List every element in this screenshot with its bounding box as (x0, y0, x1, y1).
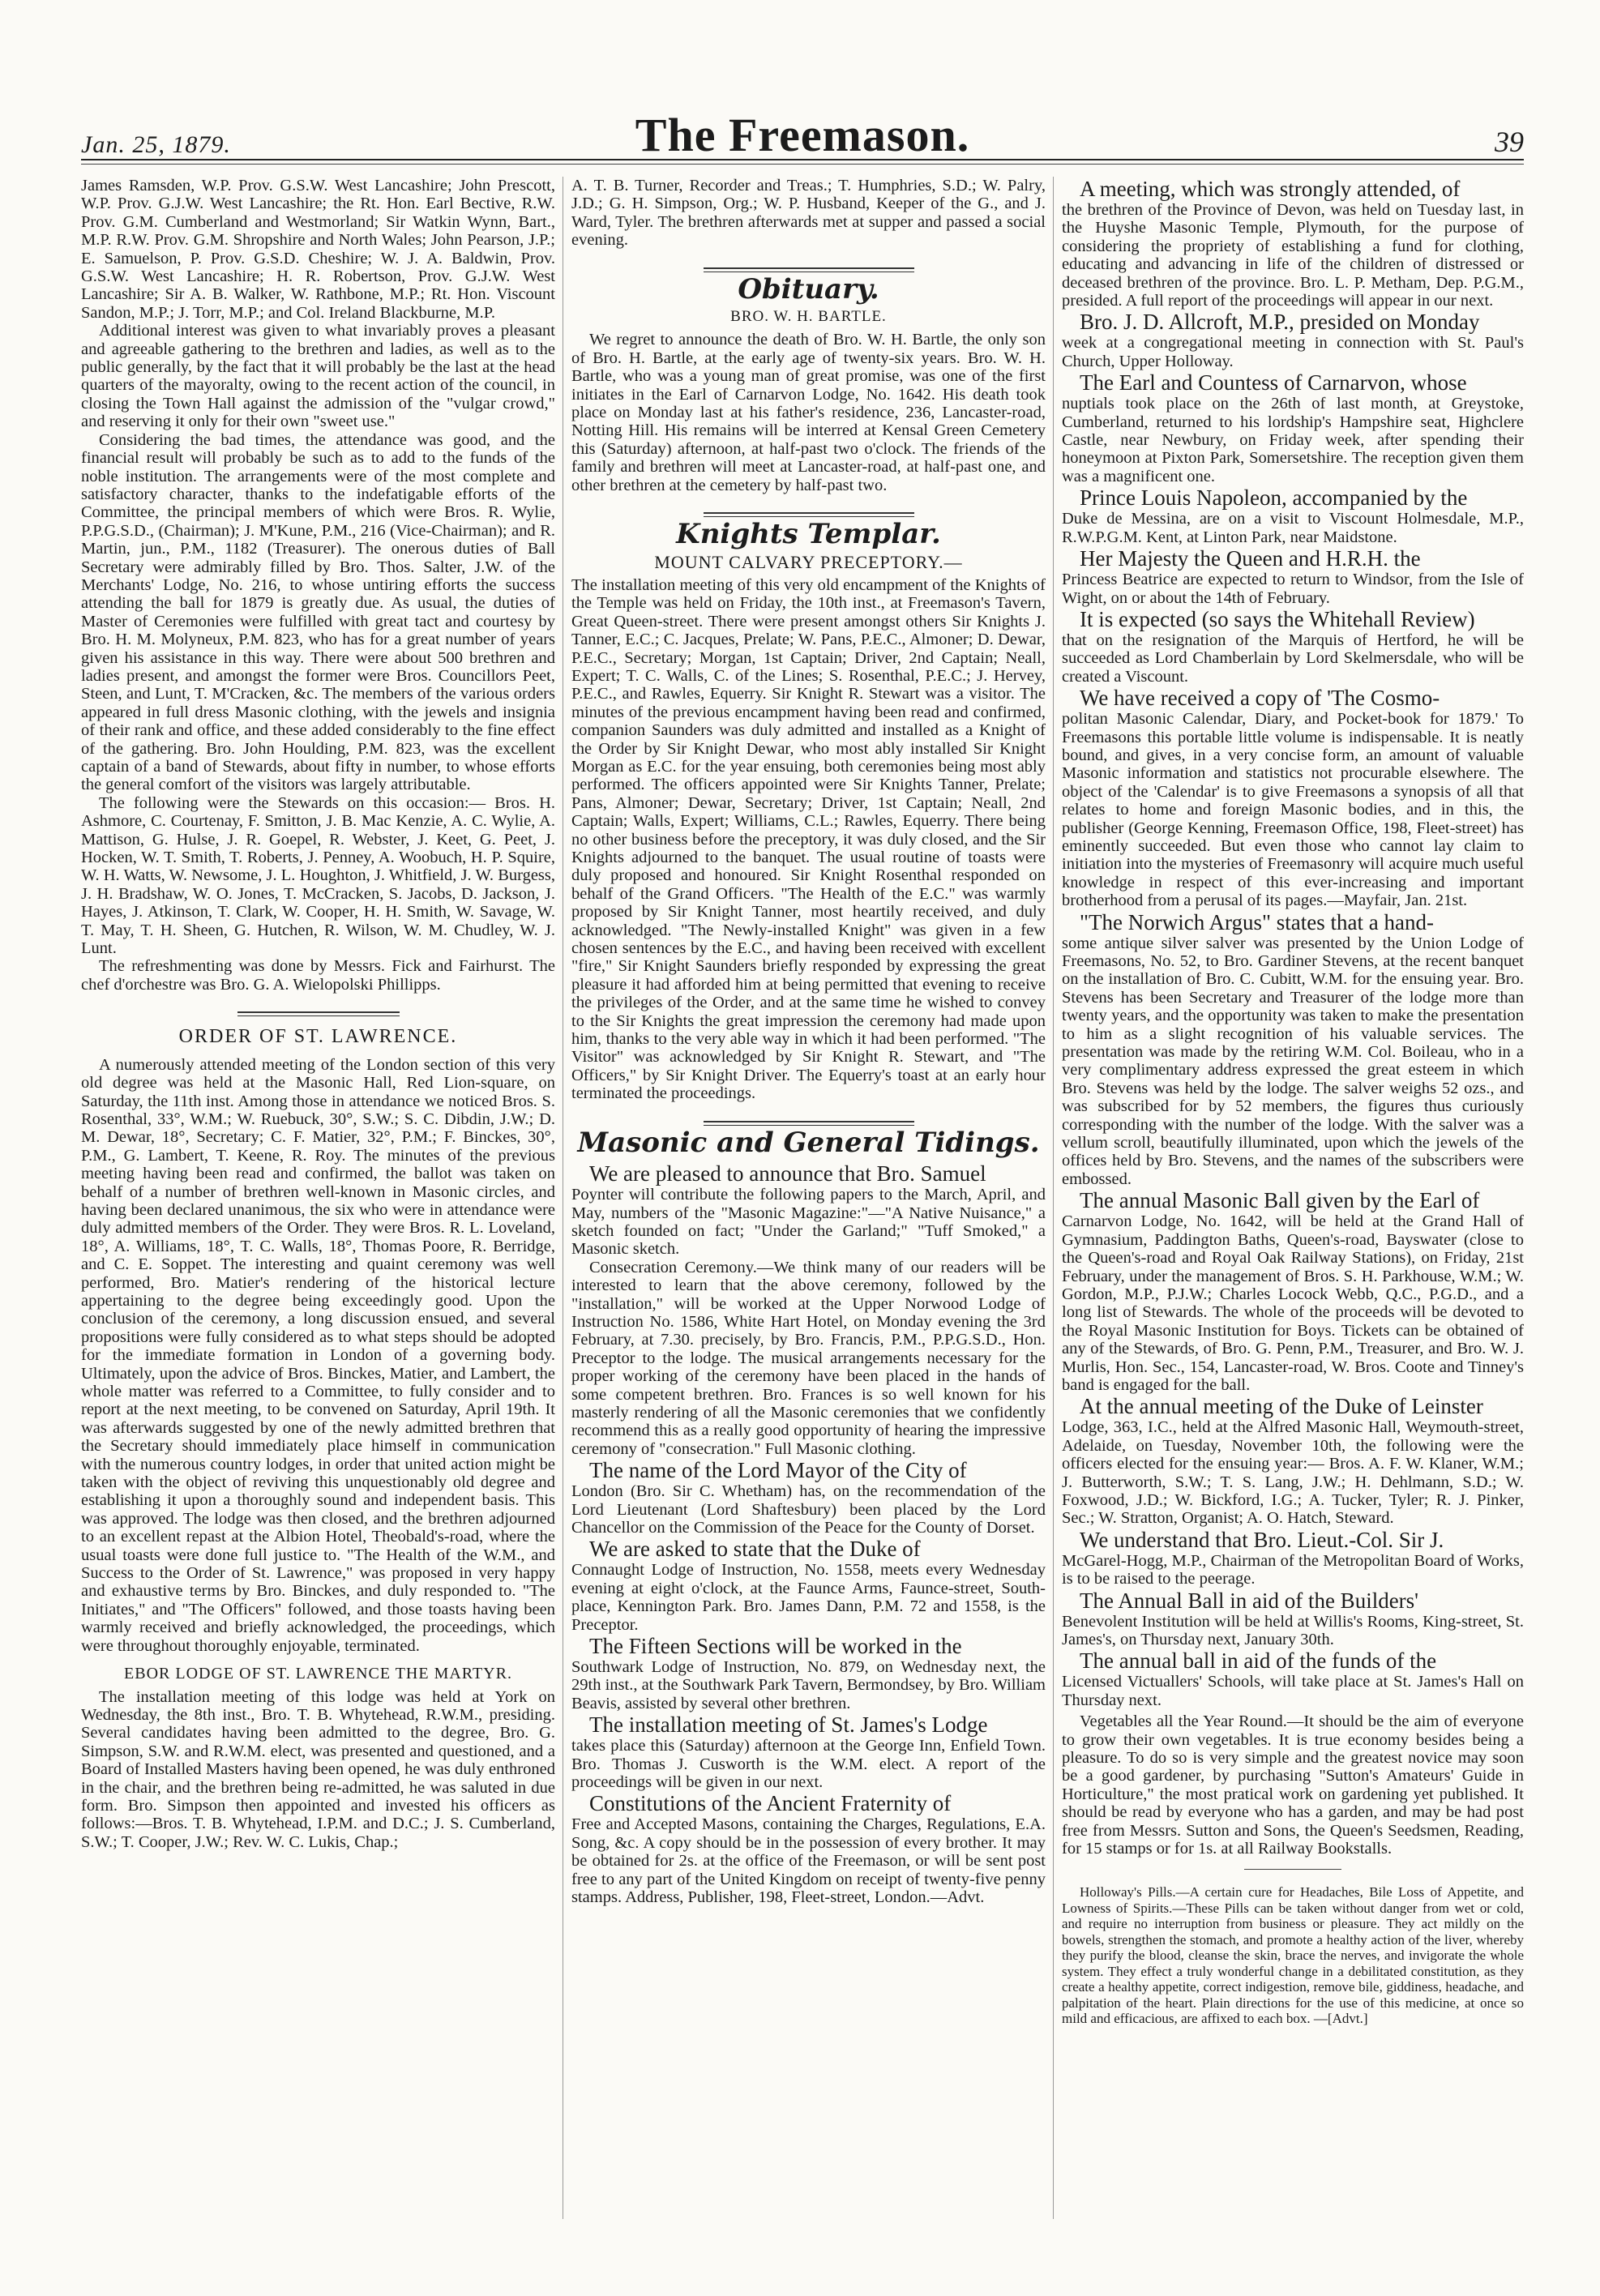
lead-line: The name of the Lord Mayor of the City of (589, 1458, 967, 1483)
paragraph: Considering the bad times, the attendance was good, and the financial result will probably be such as to add to the funds of the noble institution. The arrangements were of the most complete and satisfactory character, thanks to the indefatigable efforts of the Committee, the principal members of which were Bros. R. Wylie, P.P.G.S.D., (Chairman); J. M'Kune, P.M., 216 (Vice-Chairman); and R. Martin, jun., P.M., 1182 (Treasurer). The onerous duties of Ball Secretary were admirably filled by Bro. Thos. Salter, J.W. of the Merchants' Lodge, No. 216, to whose untiring efforts the success attending the ball for 1879 is greatly due. As usual, the duties of Master of Ceremonies were fulfilled with great tact and courtesy by Bro. H. M. Molyneux, P.M. 823, who has for a great number of years given his assistance in this way. There were about 500 brethren and ladies present, and amongst the former were Bros. Councillors Peet, Steen, and Lunt, T. M'Cracken, &c. The members of the various orders appeared in full dress Masonic clothing, with the jewels and insignia of their rank and office, and these added considerably to the fine effect of the gathering. Bro. John Houlding, P.M. 823, was the excellent captain of a band of Stewards, about fifty in number, to whose efforts the general comfort of the visitors was largely attributable. (81, 430, 555, 794)
paragraph: Princess Beatrice are expected to return to Windsor, from the Isle of Wight, on or about the 14th of February. (1062, 571, 1524, 607)
column-1 (81, 177, 555, 1851)
paragraph: politan Masonic Calendar, Diary, and Pocket-book for 1879.' To Freemasons this portable little volume is indispensable. It is neatly bound, and gives, in a very concise form, an amount of valuable Masonic information and statistics not procurable elsewhere. The object of the 'Calendar' is to give Freemasons a synopsis of all that relates to home and foreign Masonic bodies, and in this, the publisher (George Kenning, Freemason Office, 198, Fleet-street) has eminently succeeded. But even those who cannot lay claim to initiation into the mysteries of Freemasonry will acquire much useful knowledge in respect of this ever-increasing and important brotherhood from a perusal of its pages.—Mayfair, Jan. 21st. (1062, 710, 1524, 910)
section-heading-order-st-lawrence: ORDER OF ST. LAWRENCE. (178, 1026, 458, 1048)
section-heading-obituary: Obituary. (738, 272, 879, 306)
paragraph: James Ramsden, W.P. Prov. G.S.W. West Lancashire; John Prescott, W.P. Prov. G.J.W. West Lancashire; the Rt. Hon. Earl Bective, R.W. Prov. G.M. Cumberland and Westmorland; Sir Watkin Wynn, Bart., M.P. R.W. Prov. G.M. Shropshire and North Wales; John Pearson, J.P.; E. Samuelson, P. Prov. G.S.D. Cheshire; W. J. A. Baldwin, Prov. G.S.W. West Lancashire; H. R. Robertson, Prov. G.J.W. West Lancashire; Sir A. B. Walker, W. Rathbone, M.P.; Rt. Hon. Viscount Sandon, M.P.; J. Torr, M.P.; and Col. Ireland Blackburne, M.P. (81, 177, 555, 322)
lead-line: The annual ball in aid of the funds of the (1080, 1648, 1437, 1674)
lead-line: The installation meeting of St. James's Lodge (589, 1712, 988, 1738)
paragraph: Poynter will contribute the following papers to the March, April, and May, numbers of the "Masonic Magazine:"—"A Native Nuisance," a sketch founded on fact; "Under the Garland;" "Tuff Smoked," a Masonic sketch. (571, 1186, 1046, 1259)
advertisement: Holloway's Pills.—A certain cure for Headaches, Bile Loss of Appetite, and Lowness of Spirits.—These Pills can be taken without danger from wet or cold, and require no interruption from business or pleasure. They act mildly on the bowels, strengthen the stomach, and promote a healthy action of the liver, whereby they purify the blood, cleanse the skin, brace the nerves, and invigorate the whole system. They effect a truly wonderful change in a debilitated constitution, as they create a healthy appetite, correct indigestion, remove bile, giddiness, headache, and palpitation of the heart. Plain directions for the use of this medicine, at once so mild and efficacious, are affixed to each box. —[Advt.] (1062, 1884, 1524, 2027)
paragraph: some antique silver salver was presented by the Union Lodge of Freemasons, No. 52, to Bro. Gardiner Stevens, at the recent banquet on the installation of Bro. C. Cubitt, W.M. for the ensuing year. Bro. Stevens has been Secretary and Treasurer of the lodge more than twenty years, and the opportunity was taken to make the presentation to him as a slight recognition of his valuable services. The presentation was made by the retiring W.M. Col. Boileau, who in a very complimentary address expressed the great esteem in which Bro. Stevens was held by the lodge. The salver weighs 52 ozs., and was subscribed for by 52 members, the figures thus curiously corresponding with the number of the lodge. With the salver was a vellum scroll, beautifully illuminated, upon which the jewels of the offices held by Bro. Stevens, and the names of the subscribers were embossed. (1062, 934, 1524, 1188)
paragraph: week at a congregational meeting in connection with St. Paul's Church, Upper Holloway. (1062, 334, 1524, 370)
lead-line: We are asked to state that the Duke of (589, 1537, 921, 1562)
issue-date: Jan. 25, 1879. (81, 131, 231, 158)
paragraph: The refreshmenting was done by Messrs. Fick and Fairhurst. The chef d'orchestre was Bro. G. A. Wielopolski Phillipps. (81, 957, 555, 994)
lead-line: The annual Masonic Ball given by the Earl of (1080, 1188, 1480, 1213)
paragraph: Free and Accepted Masons, containing the Charges, Regulations, E.A. Song, &c. A copy should be in the possession of every brother. It may be obtained for 2s. at the office of the Freemason, or will be sent post free to any part of the United Kingdom on receipt of twenty-five penny stamps. Address, Publisher, 198, Fleet-street, London.—Advt. (571, 1815, 1046, 1907)
paragraph: We regret to announce the death of Bro. W. H. Bartle, the only son of Bro. H. Bartle, at the early age of twenty-six years. Bro. W. H. Bartle, who was a young man of great promise, was one of the first initiates in the Earl of Carnarvon Lodge, No. 1642. His death took place on Monday last at his father's residence, 236, Lancaster-road, Notting Hill. His remains will be interred at Kensal Green Cemetery this (Saturday) afternoon, at half-past two o'clock. The friends of the family and brethren will meet at Lancaster-road, at half-past one, and other brethren at the cemetery by half-past two. (571, 331, 1046, 494)
section-rule (704, 267, 914, 272)
paragraph: Vegetables all the Year Round.—It should be the aim of everyone to grow their own vegetables. It is true economy besides being a pleasure. To do so is very simple and the greatest novice may soon be a good gardener, by purchasing "Sutton's Amateurs' Guide in Horticulture," the most pratical work on gardening yet published. It should be read by everyone who has a garden, and may be had post free from Messrs. Sutton and Sons, the Queen's Seedsmen, Reading, for 15 stamps or for 1s. at all Railway Bookstalls. (1062, 1712, 1524, 1858)
lead-line: We understand that Bro. Lieut.-Col. Sir J. (1080, 1527, 1444, 1552)
newspaper-title: The Freemason. (635, 109, 970, 161)
masthead (81, 105, 1524, 162)
advert-rule (1244, 1869, 1341, 1870)
lead-line: Bro. J. D. Allcroft, M.P., presided on Monday (1080, 310, 1480, 335)
subheading-mount-calvary: MOUNT CALVARY PRECEPTORY.— (654, 551, 963, 572)
paragraph: Carnarvon Lodge, No. 1642, will be held at the Grand Hall of Gymnasium, Paddington Baths, Queen's-road, Bayswater (close to the Queen's-road and Royal Oak Railway Stations), on Friday, 21st February, under the management of Bros. S. H. Parkhouse, W.M.; W. Gordon, M.P., P.J.W.; Charles Locock Webb, Q.C., P.G.D., and a long list of Stewards. The whole of the proceeds will be devoted to the Royal Masonic Institution for Boys. Tickets can be obtained of any of the Stewards, of Bro. G. Penn, P.M., Treasurer, and Bro. W. J. Murlis, Hon. Sec., 154, Lancaster-road, W. Bros. Coote and Tinney's band is engaged for the ball. (1062, 1212, 1524, 1394)
lead-line: "The Norwich Argus" states that a hand- (1080, 909, 1434, 934)
section-heading-knights-templar: Knights Templar. (676, 518, 941, 551)
paragraph: Connaught Lodge of Instruction, No. 1558, meets every Wednesday evening at eight o'clock, at the Faunce Arms, Faunce-street, South-place, Kennington Park. Bro. James Dann, P.M. 72 and 1558, is the Preceptor. (571, 1561, 1046, 1634)
page-number: 39 (1495, 126, 1524, 158)
lead-line: It is expected (so says the Whitehall Review) (1080, 606, 1475, 631)
section-heading-ebor-lodge: EBOR LODGE OF ST. LAWRENCE THE MARTYR. (124, 1665, 512, 1683)
column-3 (1062, 177, 1524, 2027)
paragraph: Benevolent Institution will be held at Willis's Rooms, King-street, St. James's, on Thursday next, January 30th. (1062, 1612, 1524, 1648)
paragraph: nuptials took place on the 26th of last month, at Greystoke, Cumberland, returned to his lordship's Hampshire seat, Highclere Castle, near Newbury, on Friday week, after spending their honeymoon at Pixton Park, Somersetshire. The reception given them was a magnificent one. (1062, 395, 1524, 485)
paragraph: Licensed Victuallers' Schools, will take place at St. James's Hall on Thursday next. (1062, 1673, 1524, 1709)
section-rule (704, 1121, 914, 1126)
section-rule (237, 1011, 400, 1016)
lead-line: At the annual meeting of the Duke of Leinster (1080, 1394, 1483, 1419)
obituary-name: BRO. W. H. BARTLE. (730, 308, 887, 326)
lead-line: Prince Louis Napoleon, accompanied by the (1080, 485, 1468, 511)
paragraph: that on the resignation of the Marquis of Hertford, he will be succeeded as Lord Chamberlain by Lord Skelmersdale, who will be created a Viscount. (1062, 631, 1524, 686)
masthead-rule-thin (81, 164, 1524, 165)
lead-line: Constitutions of the Ancient Fraternity of (589, 1791, 952, 1816)
lead-line: The Annual Ball in aid of the Builders' (1080, 1588, 1419, 1613)
paragraph: Consecration Ceremony.—We think many of our readers will be interested to learn that the above ceremony, followed by the "installation," will be worked at the Upper Norwood Lodge of Instruction No. 1586, White Hart Hotel, on Monday evening the 3rd February, at 7.30. precisely, by Bro. Francis, P.M., P.P.G.S.D., Hon. Preceptor to the lodge. The musical arrangements necessary for the proper working of the ceremony have been placed in the hands of some competent brethren. Bro. Frances is so well known for his masterly rendering of all the Masonic ceremonies that we confidently recommend this as a really good opportunity of hearing the impressive ceremony of "consecration." Full Masonic clothing. (571, 1258, 1046, 1458)
paragraph: Lodge, 363, I.C., held at the Alfred Masonic Hall, Weymouth-street, Adelaide, on Tuesday, November 10th, the following were the officers elected for the ensuing year:— Bros. A. F. W. Klaner, W.M.; J. Butterworth, S.W.; T. S. Lang, J.W.; H. Dehlmann, S.D.; W. Foxwood, J.D.; W. Bickford, I.G.; A. Tucker, Tyler; R. J. Pinker, Sec.; W. Stratton, Organist; A. O. Hatch, Steward. (1062, 1418, 1524, 1528)
paragraph: The following were the Stewards on this occasion:— Bros. H. Ashmore, C. Courtenay, F. Smitton, J. B. Mac Kenzie, A. C. Wylie, A. Mattison, G. Hulse, J. R. Goepel, R. Webster, J. Keet, G. Peet, J. Hocken, W. T. Smith, T. Roberts, J. Penney, A. Woobuch, H. P. Squire, W. H. Watts, W. Newsome, J. L. Houghton, J. Whitfield, J. W. Burgess, J. H. Bradshaw, W. O. Jones, T. McCracken, S. Jacobs, D. Jackson, J. Hayes, J. Atkinson, T. Clark, W. Cooper, H. H. Smith, W. Savage, W. T. May, T. H. Sheen, G. Hutchen, R. Wilson, W. M. Chudley, W. J. Lunt. (81, 793, 555, 958)
lead-line: A meeting, which was strongly attended, of (1080, 177, 1461, 201)
lead-line: We have received a copy of 'The Cosmo- (1080, 686, 1440, 711)
paragraph: the brethren of the Province of Devon, was held on Tuesday last, in the Huyshe Masonic Temple, Plymouth, for the purpose of considering the propriety of establishing a fund for clothing, educating and advancing in life of the children of distressed or deceased brethren of the province. Bro. L. P. Metham, Dep. P.G.M., presided. A full report of the proceedings will appear in our next. (1062, 201, 1524, 310)
paragraph: Southwark Lodge of Instruction, No. 879, on Wednesday next, the 29th inst., at the Southwark Park Tavern, Bermondsey, by Bro. William Beavis, assisted by several other brethren. (571, 1658, 1046, 1712)
lead-line: The Fifteen Sections will be worked in the (589, 1634, 962, 1659)
paragraph: takes place this (Saturday) afternoon at the George Inn, Enfield Town. Bro. Thomas J. Cusworth is the W.M. elect. A report of the proceedings will be given in our next. (571, 1737, 1046, 1792)
paragraph: A numerously attended meeting of the London section of this very old degree was held at the Masonic Hall, Red Lion-square, on Saturday, the 11th inst. Among those in attendance we noticed Bros. S. Rosenthal, 33°, W.M.; W. Ruebuck, 30°, S.W.; S. C. Dibdin, J.W.; D. M. Dewar, 18°, Secretary; C. F. Matier, 32°, P.M.; F. Binckes, 30°, P.M., G. Lambert, T. Keene, R. Roy. The minutes of the previous meeting having been read and confirmed, the ballot was taken on behalf of a number of brethren well-known in Masonic circles, and having been declared unanimous, the six who were in attendance were duly admitted members of the Order. They were Bros. R. L. Loveland, 18°, A. Williams, 18°, T. C. Walls, 18°, Thomas Poore, R. Berridge, and C. E. Soppet. The interesting and quaint ceremony was well performed, Bro. Matier's rendering of the historical lecture appertaining to the degree being exceedingly good. Upon the conclusion of the ceremony, a long discussion ensued, and several propositions were fully considered as to what steps should be adopted for the immediate formation in London of a governing body. Ultimately, upon the advice of Bros. Binckes, Matier, and Lambert, the whole matter was referred to a Committee, to fully consider and to report at the next meeting, to be convened on Saturday, April 19th. It was afterwards suggested by one of the newly admitted brethren that the Secretary should immediately place himself in communication with the numerous country lodges, in order that united action might be taken with the object of reviving this unquestionably old degree and establishing it upon a thoroughly sound and independent basis. This was approved. The lodge was then closed, and the brethren adjourned to an excellent repast at the Albion Hotel, Theobald's-road, where the usual toasts were done full justice to. "The Health of the W.M., and Success to the Order of St. Lawrence," was proposed in very happy and exhaustive terms by Bro. Binckes, and duly responded to. "The Initiates," and "The Officers" followed, and those toasts having been warmly received and briefly acknowledged, the proceedings, which were throughout thoroughly enjoyable, terminated. (81, 1055, 555, 1655)
paragraph: McGarel-Hogg, M.P., Chairman of the Metropolitan Board of Works, is to be raised to the peerage. (1062, 1551, 1524, 1588)
masthead-rule (81, 159, 1524, 160)
section-rule (704, 512, 914, 517)
section-heading-masonic-tidings: Masonic and General Tidings. (577, 1126, 1040, 1159)
column-divider (1053, 177, 1054, 2219)
lead-line: We are pleased to announce that Bro. Samuel (589, 1161, 986, 1186)
column-2 (571, 177, 1046, 1907)
lead-line: Her Majesty the Queen and H.R.H. the (1080, 546, 1421, 571)
paragraph: The installation meeting of this very old encampment of the Knights of the Temple was held on Friday, the 10th inst., at Freemason's Tavern, Great Queen-street. There were present amongst others Sir Knights J. Tanner, E.C.; C. Jacques, Prelate; W. Pans, P.E.C., Almoner; D. Dewar, P.E.C., Secretary; Morgan, 1st Captain; Driver, 2nd Captain; Neall, Expert; T. C. Walls, C. of the Lines; S. Rosenthal, P.E.C.; J. Hervey, P.E.C., and Rawles, Equerry. Sir Knight R. Stewart was a visitor. The minutes of the previous encampment having been read and confirmed, companion Saunders was duly admitted and installed as a Knight of the Order by Sir Knight Dewar, who most ably installed Sir Knight Morgan as E.C. for the year ensuing, both ceremonies being most ably performed. The officers appointed were Sir Knights Tanner, Prelate; Pans, Almoner; Dewar, Secretary; Driver, 1st Captain; Neall, 2nd Captain; Walls, Expert; Williams, C.L.; Rawles, Equerry. There being no other business before the preceptory, it was duly closed, and the Sir Knights adjourned to the banquet. The usual routine of toasts were duly proposed and honoured. Sir Knight Rosenthal responded on behalf of the Grand Officers. "The Health of the E.C." was warmly proposed by Sir Knight Tanner, most heartily received, and duly acknowledged. "The Newly-installed Knight" was given in a few chosen sentences by the E.C., and having been received with excellent "fire," Sir Knight Saunders briefly responded by expressing the great pleasure it had afforded him at being permitted that evening to receive the privileges of the Order, and at the same time he wished to convey to the Sir Knights the great impression the ceremony had made upon him, thanks to the very able way in which it had been performed. "The Visitor" was acknowledged by Sir Knight R. Stewart, and "The Officers," by Sir Knight Driver. The Equerry's toast at an early hour terminated the proceedings. (571, 575, 1046, 1103)
paragraph: Duke de Messina, are on a visit to Viscount Holmesdale, M.P., R.W.P.G.M. Kent, at Linton Park, near Maidstone. (1062, 510, 1524, 546)
lead-line: The Earl and Countess of Carnarvon, whose (1080, 370, 1467, 395)
paragraph: The installation meeting of this lodge was held at York on Wednesday, the 8th inst., Bro. T. B. Whytehead, R.W.M., presiding. Several candidates having been admitted to the degree, Bro. G. Simpson, S.W. and R.W.M. elect, was presented and questioned, and a Board of Installed Masters having been opened, he was duly enthroned in the chair, and the brethren being re-admitted, he was saluted in due form. Bro. Simpson then appointed and invested his officers as follows:—Bros. T. B. Whytehead, I.P.M. and D.C.; J. S. Cumberland, S.W.; T. Cooper, J.W.; Rev. W. C. Lukis, Chap.; (81, 1687, 555, 1851)
paragraph: A. T. B. Turner, Recorder and Treas.; T. Humphries, S.D.; W. Palry, J.D.; G. H. Simpson, Org.; W. P. Husband, Keeper of the G., and J. Ward, Tyler. The brethren afterwards met at supper and passed a social evening. (571, 177, 1046, 250)
paragraph: Additional interest was given to what invariably proves a pleasant and agreeable gathering to the brethren and ladies, as well as to the public generally, by the fact that it will probably be the last at the head quarters of the mayoralty, owing to the recent action of the council, in closing the Town Hall against the admission of the "vulgar crowd," and reserving it only for their own "sweet use." (81, 322, 555, 431)
paragraph: London (Bro. Sir C. Whetham) has, on the recommendation of the Lord Lieutenant (Lord Shaftesbury) been placed by the Lord Chancellor on the Commission of the Peace for the County of Dorset. (571, 1482, 1046, 1537)
